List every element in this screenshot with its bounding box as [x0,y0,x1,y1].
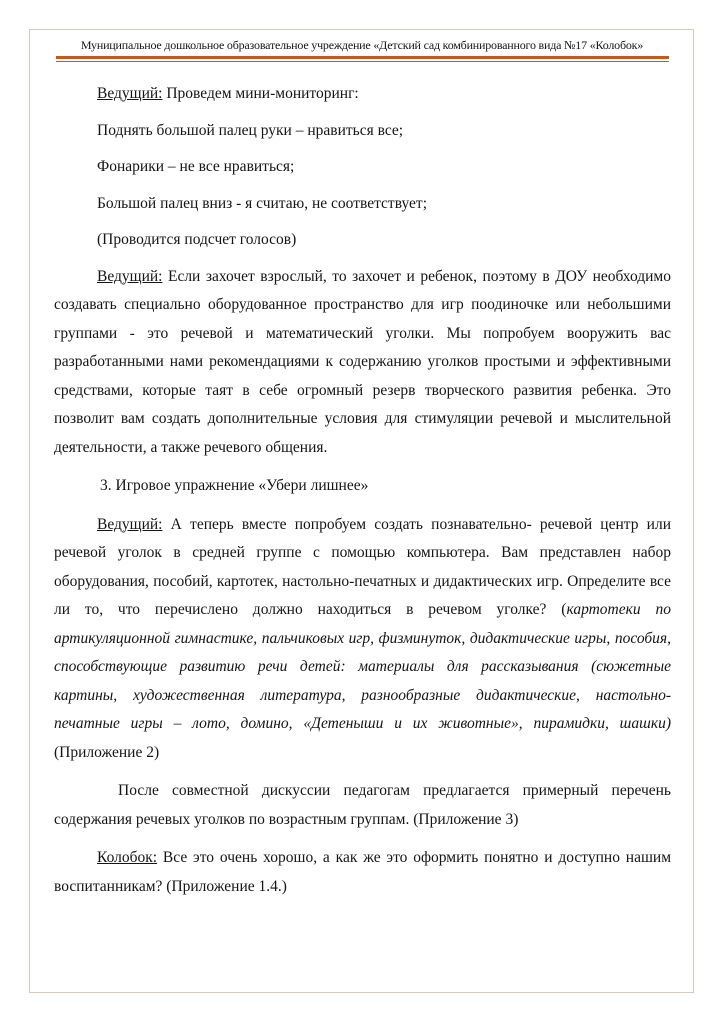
paragraph-monitoring [54,80,671,109]
paragraph-text: Если захочет взрослый, то захочет и ребенок, поэтому в ДОУ необходимо создавать специально оборудованное пространство для игр поодиночке или небольшими группами - это речевой и математический уголки. Мы попробуем вооружить вас разработанными нами рекомендациями к содержанию уголков простыми и эффективными средствами, которые таят в себе огромный резерв творческого развития ребенка. Это позволит вам создать дополнительные условия для стимуляции речевой и мыслительной деятельности, а также речевого общения. [54,267,671,456]
paragraph-space [54,263,671,463]
paragraph-thumb-up: Поднять большой палец руки – нравиться все; [97,121,404,139]
header-rule-thick [56,56,669,59]
page-header: Муниципальное дошкольное образовательное учреждение «Детский сад комбинированного вида №17 «Колобок» [80,38,644,52]
paragraph-flashlights: Фонарики – не все нравиться; [97,158,295,175]
speaker-label: Ведущий: [97,267,163,285]
speaker-label: Ведущий: [97,85,163,102]
paragraph-kolobok [54,844,671,901]
speaker-label: Колобок: [97,849,158,866]
paragraph-italic-list: картотеки по артикуляционной гимнастике, пальчиковых игр, физминуток, дидактические игры, пособия, способствующие развитию речи детей: материалы для рассказывания (сюжетные картины, художественная литература, разнообразные дидактические, настольно-печатные игры – лото, домино, «Детеныши и их животные», пирамидки, шашки) [54,601,671,732]
header-rule-thin [56,61,669,62]
paragraph-thumb-down: Большой палец вниз - я считаю, не соответствует; [97,194,427,212]
paragraph-text: А теперь вместе попробуем создать познавательно- речевой центр или речевой уголок в средней группе с помощью компьютера. Вам представлен набор оборудования, пособий, картотек, настольно-печатных и дидактических игр. Определите все ли то, что перечислено должно находиться в речевом уголке? ( [54,515,671,618]
paragraph-text: Все это очень хорошо, а как же это оформить понятно и доступно нашим воспитанникам? (Приложение 1.4.) [54,849,671,895]
section-heading-exercise: 3. Игровое упражнение «Убери лишнее» [100,477,369,494]
paragraph-appendix-ref: (Приложение 2) [54,743,160,761]
paragraph-vote-count: (Проводится подсчет голосов) [97,231,297,248]
document-body [54,80,671,901]
paragraph-text: Проведем мини-мониторинг: [162,85,359,102]
speaker-label: Ведущий: [97,515,163,533]
paragraph-speech-corner [54,511,671,768]
paragraph-discussion: После совместной дискуссии педагогам предлагается примерный перечень содержания речевых уголков по возрастным группам. (Приложение 3) [54,782,671,828]
